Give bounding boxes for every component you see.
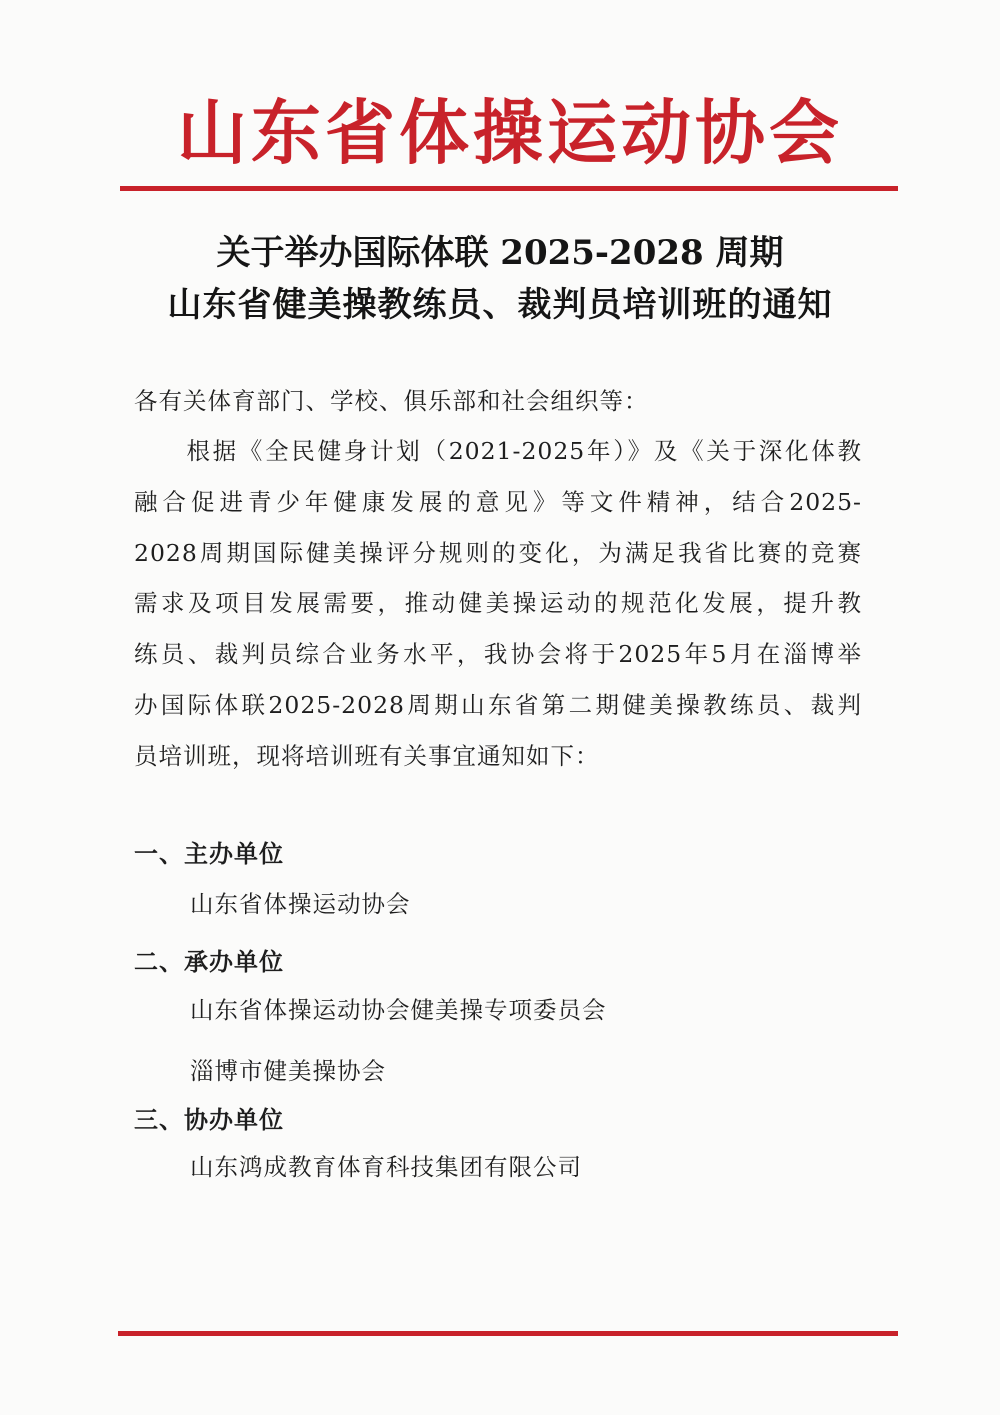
section-heading-organizer: 二、承办单位: [134, 947, 284, 976]
paragraph-line: 根据《全民健身计划（2021-2025年）》及《关于深化体教: [134, 437, 862, 465]
section-heading-host: 一、主办单位: [134, 839, 284, 868]
paragraph-line: 练员、裁判员综合业务水平，我协会将于2025年5月在淄博举: [134, 640, 862, 668]
organizer-entity: 淄博市健美操协会: [190, 1057, 386, 1085]
notice-title-line-1: 关于举办国际体联 2025-2028 周期: [216, 233, 784, 273]
header-red-rule: [120, 186, 898, 191]
salutation: 各有关体育部门、学校、俱乐部和社会组织等：: [134, 387, 649, 415]
paragraph-line: 需求及项目发展需要，推动健美操运动的规范化发展，提升教: [134, 589, 862, 617]
org-header: 山东省体操运动协会: [177, 91, 843, 174]
organizer-entity: 山东省体操运动协会健美操专项委员会: [190, 996, 607, 1024]
paragraph-line: 办国际体联2025-2028周期山东省第二期健美操教练员、裁判: [134, 691, 862, 719]
notice-title-line-2: 山东省健美操教练员、裁判员培训班的通知: [167, 285, 833, 325]
section-heading-co-organizer: 三、协办单位: [134, 1105, 284, 1134]
paragraph-line: 融合促进青少年健康发展的意见》等文件精神，结合2025-: [134, 488, 862, 516]
paragraph-line: 2028周期国际健美操评分规则的变化，为满足我省比赛的竞赛: [134, 539, 862, 567]
host-entity: 山东省体操运动协会: [190, 890, 411, 918]
paragraph-line: 员培训班，现将培训班有关事宜通知如下：: [134, 742, 600, 770]
co-organizer-entity: 山东鸿成教育体育科技集团有限公司: [190, 1153, 582, 1181]
footer-red-rule: [118, 1331, 898, 1336]
